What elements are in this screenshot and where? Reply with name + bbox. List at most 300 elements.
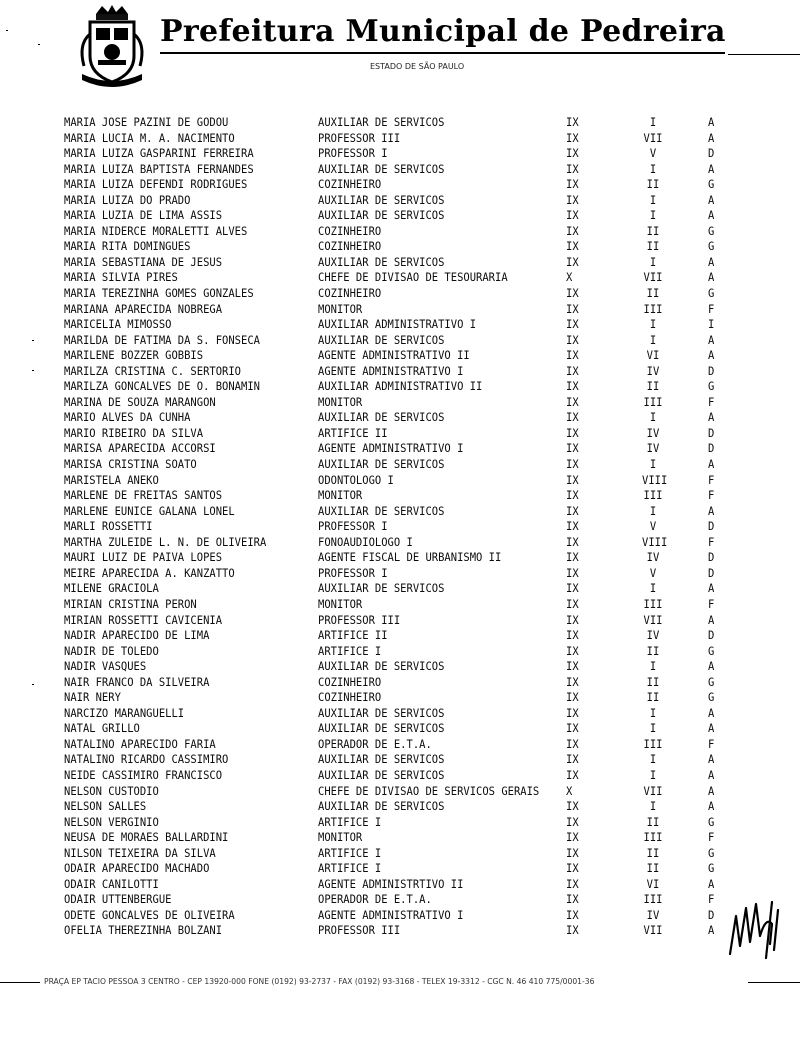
employee-name: NADIR VASQUES <box>64 660 147 674</box>
job-title: ARTIFICE I <box>318 847 382 861</box>
employee-name: MARILZA CRISTINA C. SERTORIO <box>64 365 242 379</box>
reference-letter: A <box>708 132 715 145</box>
salary-grade: VIII <box>642 536 668 550</box>
employee-name: MILENE GRACIOLA <box>64 582 159 596</box>
employee-name: NATAL GRILLO <box>64 722 140 736</box>
salary-level: IX <box>566 458 579 472</box>
reference-letter: A <box>708 613 715 627</box>
salary-level: IX <box>566 442 579 456</box>
salary-level: IX <box>566 365 579 379</box>
employee-name: MAURI LUIZ DE PAIVA LOPES <box>64 551 223 565</box>
reference-letter: F <box>708 474 715 487</box>
salary-grade: VII <box>643 132 663 145</box>
footer-divider-right <box>748 982 800 983</box>
list-item <box>0 317 800 334</box>
list-item <box>0 489 800 506</box>
salary-grade: II <box>646 847 660 861</box>
reference-letter: A <box>708 458 715 472</box>
reference-letter: A <box>708 505 715 519</box>
reference-letter: D <box>708 147 715 161</box>
salary-grade: VI <box>646 349 660 363</box>
list-item <box>0 473 800 490</box>
salary-grade: I <box>649 458 657 472</box>
salary-level: IX <box>566 909 579 923</box>
employee-name: MARIA LUZIA DE LIMA ASSIS <box>64 209 223 223</box>
job-title: AUXILIAR DE SERVICOS <box>318 769 445 783</box>
salary-level: IX <box>566 676 579 690</box>
list-item <box>0 240 800 257</box>
salary-grade: I <box>649 505 657 519</box>
list-item <box>0 799 800 816</box>
salary-level: IX <box>566 349 579 363</box>
employee-name: MARIA JOSE PAZINI DE GODOU <box>64 116 229 130</box>
list-item <box>0 644 800 661</box>
job-title: PROFESSOR I <box>318 520 388 534</box>
employee-name: MARIANA APARECIDA NOBREGA <box>64 303 223 316</box>
employee-name: MARIA RITA DOMINGUES <box>64 240 191 254</box>
reference-letter: A <box>708 878 715 892</box>
salary-grade: I <box>649 209 657 223</box>
employee-name: ODAIR CANILOTTI <box>64 878 159 892</box>
job-title: ARTIFICE II <box>318 629 388 643</box>
reference-letter: A <box>708 800 715 814</box>
list-item <box>0 784 800 801</box>
salary-level: IX <box>566 411 579 425</box>
list-item <box>0 504 800 521</box>
salary-level: IX <box>566 816 579 830</box>
reference-letter: A <box>708 707 715 721</box>
salary-level: X <box>566 784 573 798</box>
employee-name: ODETE GONCALVES DE OLIVEIRA <box>64 909 235 923</box>
list-item <box>0 193 800 210</box>
salary-level: IX <box>566 396 579 410</box>
reference-letter: A <box>708 660 715 674</box>
salary-level: IX <box>566 847 579 861</box>
employee-name: MARLENE EUNICE GALANA LONEL <box>64 505 235 519</box>
coat-of-arms-icon <box>76 4 148 92</box>
list-item <box>0 675 800 692</box>
job-title: AUXILIAR DE SERVICOS <box>318 256 445 270</box>
list-item <box>0 349 800 366</box>
reference-letter: A <box>708 924 715 938</box>
salary-grade: IV <box>646 442 660 456</box>
salary-level: IX <box>566 287 579 301</box>
salary-level: IX <box>566 691 579 705</box>
reference-letter: G <box>708 816 715 830</box>
footer-divider-left <box>0 982 40 983</box>
employee-name: MARISA APARECIDA ACCORSI <box>64 442 216 456</box>
reference-letter: G <box>708 178 715 192</box>
salary-level: IX <box>566 582 579 596</box>
salary-level: IX <box>566 924 579 938</box>
job-title: AUXILIAR DE SERVICOS <box>318 753 445 767</box>
job-title: AGENTE ADMINISTRATIVO I <box>318 909 464 923</box>
page-subtitle: ESTADO DE SÃO PAULO <box>370 62 465 71</box>
job-title: AUXILIAR ADMINISTRATIVO I <box>318 318 477 332</box>
list-item <box>0 146 800 163</box>
salary-grade: II <box>646 287 660 301</box>
footer-address: PRAÇA EP TACIO PESSOA 3 CENTRO - CEP 13920-000 FONE (0192) 93-2737 - FAX (0192) 93-3168 - TELEX 19-3312 - CGC N. 46 410 775/0001-36 <box>44 977 595 986</box>
salary-level: IX <box>566 132 579 145</box>
salary-grade: I <box>649 707 657 721</box>
salary-grade: IV <box>646 629 660 643</box>
list-item <box>0 380 800 397</box>
salary-grade: I <box>649 334 657 348</box>
job-title: AUXILIAR DE SERVICOS <box>318 707 445 721</box>
employee-name: MARILDA DE FATIMA DA S. FONSECA <box>64 334 260 348</box>
salary-grade: III <box>643 396 663 410</box>
employee-name: MARIO RIBEIRO DA SILVA <box>64 427 204 441</box>
employee-name: NATALINO RICARDO CASSIMIRO <box>64 753 229 767</box>
employee-name: MARIA LUIZA DO PRADO <box>64 194 191 208</box>
job-title: ARTIFICE I <box>318 645 382 659</box>
salary-level: IX <box>566 551 579 565</box>
salary-grade: V <box>649 567 657 581</box>
employee-name: MARIA TEREZINHA GOMES GONZALES <box>64 287 254 301</box>
salary-grade: I <box>649 582 657 596</box>
reference-letter: F <box>708 536 715 550</box>
list-item <box>0 131 800 148</box>
salary-grade: I <box>649 722 657 736</box>
job-title: FONOAUDIOLOGO I <box>318 536 413 550</box>
reference-letter: F <box>708 738 715 752</box>
reference-letter: G <box>708 847 715 861</box>
reference-letter: G <box>708 862 715 876</box>
employee-name: MARINA DE SOUZA MARANGON <box>64 396 216 410</box>
salary-level: IX <box>566 800 579 814</box>
job-title: ARTIFICE II <box>318 427 388 441</box>
job-title: PROFESSOR III <box>318 613 401 627</box>
salary-level: IX <box>566 629 579 643</box>
salary-level: IX <box>566 240 579 254</box>
salary-grade: II <box>646 240 660 254</box>
job-title: AGENTE ADMINISTRATIVO I <box>318 365 464 379</box>
job-title: PROFESSOR III <box>318 924 401 938</box>
job-title: AGENTE FISCAL DE URBANISMO II <box>318 551 502 565</box>
job-title: COZINHEIRO <box>318 225 382 239</box>
list-item <box>0 115 800 132</box>
list-item <box>0 442 800 459</box>
salary-grade: IV <box>646 365 660 379</box>
job-title: COZINHEIRO <box>318 240 382 254</box>
reference-letter: D <box>708 629 715 643</box>
salary-level: IX <box>566 505 579 519</box>
salary-grade: I <box>649 194 657 208</box>
job-title: AUXILIAR DE SERVICOS <box>318 334 445 348</box>
salary-grade: II <box>646 676 660 690</box>
salary-level: IX <box>566 380 579 394</box>
reference-letter: A <box>708 271 715 285</box>
job-title: AUXILIAR ADMINISTRATIVO II <box>318 380 483 394</box>
employee-name: MARTHA ZULEIDE L. N. DE OLIVEIRA <box>64 536 267 550</box>
list-item <box>0 924 800 941</box>
job-title: ARTIFICE I <box>318 816 382 830</box>
job-title: AUXILIAR DE SERVICOS <box>318 800 445 814</box>
salary-level: IX <box>566 474 579 487</box>
reference-letter: A <box>708 769 715 783</box>
employee-name: NELSON CUSTODIO <box>64 784 159 798</box>
list-item <box>0 722 800 739</box>
header-divider-right <box>728 54 800 55</box>
salary-grade: I <box>649 660 657 674</box>
list-item <box>0 209 800 226</box>
job-title: MONITOR <box>318 396 363 410</box>
reference-letter: D <box>708 427 715 441</box>
salary-level: IX <box>566 567 579 581</box>
job-title: MONITOR <box>318 489 363 503</box>
salary-grade: VI <box>646 878 660 892</box>
salary-grade: I <box>649 163 657 177</box>
employee-name: NELSON SALLES <box>64 800 147 814</box>
salary-level: IX <box>566 194 579 208</box>
employee-name: MARIA LUIZA BAPTISTA FERNANDES <box>64 163 254 177</box>
salary-level: IX <box>566 598 579 612</box>
list-item <box>0 178 800 195</box>
reference-letter: A <box>708 722 715 736</box>
job-title: OPERADOR DE E.T.A. <box>318 738 432 752</box>
employee-name: MARIA LUIZA GASPARINI FERREIRA <box>64 147 254 161</box>
reference-letter: D <box>708 442 715 456</box>
salary-level: X <box>566 271 573 285</box>
salary-level: IX <box>566 178 579 192</box>
job-title: AUXILIAR DE SERVICOS <box>318 194 445 208</box>
page-title: Prefeitura Municipal de Pedreira <box>160 14 726 49</box>
reference-letter: D <box>708 551 715 565</box>
employee-name: MARIO ALVES DA CUNHA <box>64 411 191 425</box>
list-item <box>0 271 800 288</box>
job-title: AUXILIAR DE SERVICOS <box>318 505 445 519</box>
salary-grade: III <box>643 738 663 752</box>
list-item <box>0 333 800 350</box>
employee-name: MARIA LUCIA M. A. NACIMENTO <box>64 132 235 145</box>
salary-grade: I <box>649 116 657 130</box>
reference-letter: D <box>708 909 715 923</box>
salary-level: IX <box>566 256 579 270</box>
reference-letter: A <box>708 209 715 223</box>
salary-level: IX <box>566 753 579 767</box>
job-title: COZINHEIRO <box>318 178 382 192</box>
salary-grade: VII <box>643 613 663 627</box>
list-item <box>0 893 800 910</box>
reference-letter: G <box>708 676 715 690</box>
salary-grade: V <box>649 520 657 534</box>
reference-letter: F <box>708 598 715 612</box>
salary-level: IX <box>566 303 579 316</box>
salary-grade: I <box>649 318 657 332</box>
employee-name: MARIA SILVIA PIRES <box>64 271 178 285</box>
job-title: AGENTE ADMINISTRATIVO I <box>318 442 464 456</box>
salary-grade: II <box>646 178 660 192</box>
job-title: AUXILIAR DE SERVICOS <box>318 163 445 177</box>
list-item <box>0 613 800 630</box>
list-item <box>0 457 800 474</box>
salary-level: IX <box>566 147 579 161</box>
salary-grade: VIII <box>642 474 668 487</box>
header-divider <box>160 52 725 54</box>
reference-letter: G <box>708 645 715 659</box>
employee-name: MARILZA GONCALVES DE O. BONAMIN <box>64 380 260 394</box>
list-item <box>0 628 800 645</box>
reference-letter: G <box>708 287 715 301</box>
reference-letter: G <box>708 380 715 394</box>
list-item <box>0 286 800 303</box>
salary-level: IX <box>566 489 579 503</box>
salary-grade: III <box>643 831 663 845</box>
job-title: ODONTOLOGO I <box>318 474 394 487</box>
salary-grade: II <box>646 816 660 830</box>
employee-name: NARCIZO MARANGUELLI <box>64 707 185 721</box>
list-item <box>0 815 800 832</box>
employee-name: MARILENE BOZZER GOBBIS <box>64 349 204 363</box>
employee-name: NEIDE CASSIMIRO FRANCISCO <box>64 769 223 783</box>
employee-name: MARISA CRISTINA SOATO <box>64 458 197 472</box>
list-item <box>0 862 800 879</box>
salary-grade: III <box>643 893 663 907</box>
salary-level: IX <box>566 520 579 534</box>
job-title: AUXILIAR DE SERVICOS <box>318 209 445 223</box>
salary-grade: II <box>646 380 660 394</box>
employee-name: NADIR APARECIDO DE LIMA <box>64 629 210 643</box>
job-title: CHEFE DE DIVISAO DE SERVICOS GERAIS <box>318 784 540 798</box>
list-item <box>0 551 800 568</box>
employee-name: NAIR FRANCO DA SILVEIRA <box>64 676 210 690</box>
reference-letter: G <box>708 240 715 254</box>
list-item <box>0 597 800 614</box>
employee-name: MARIA NIDERCE MORALETTI ALVES <box>64 225 248 239</box>
reference-letter: A <box>708 194 715 208</box>
reference-letter: F <box>708 396 715 410</box>
salary-level: IX <box>566 893 579 907</box>
salary-grade: IV <box>646 551 660 565</box>
job-title: ARTIFICE I <box>318 862 382 876</box>
employee-list <box>0 116 800 940</box>
reference-letter: A <box>708 334 715 348</box>
list-item <box>0 411 800 428</box>
salary-level: IX <box>566 536 579 550</box>
salary-level: IX <box>566 660 579 674</box>
employee-name: MARLI ROSSETTI <box>64 520 153 534</box>
job-title: AUXILIAR DE SERVICOS <box>318 411 445 425</box>
employee-name: ODAIR APARECIDO MACHADO <box>64 862 210 876</box>
employee-name: OFELIA THEREZINHA BOLZANI <box>64 924 223 938</box>
employee-name: MARISTELA ANEKO <box>64 474 159 487</box>
salary-level: IX <box>566 427 579 441</box>
job-title: AUXILIAR DE SERVICOS <box>318 458 445 472</box>
reference-letter: A <box>708 116 715 130</box>
reference-letter: A <box>708 753 715 767</box>
reference-letter: G <box>708 691 715 705</box>
reference-letter: F <box>708 831 715 845</box>
reference-letter: F <box>708 303 715 316</box>
salary-level: IX <box>566 613 579 627</box>
employee-name: NEUSA DE MORAES BALLARDINI <box>64 831 229 845</box>
scan-speck <box>38 44 40 45</box>
reference-letter: A <box>708 349 715 363</box>
employee-name: MEIRE APARECIDA A. KANZATTO <box>64 567 235 581</box>
salary-level: IX <box>566 878 579 892</box>
employee-name: NADIR DE TOLEDO <box>64 645 159 659</box>
employee-name: NATALINO APARECIDO FARIA <box>64 738 216 752</box>
salary-grade: I <box>649 800 657 814</box>
employee-name: MARIA SEBASTIANA DE JESUS <box>64 256 223 270</box>
job-title: MONITOR <box>318 831 363 845</box>
salary-grade: VII <box>643 784 663 798</box>
salary-level: IX <box>566 645 579 659</box>
employee-name: ODAIR UTTENBERGUE <box>64 893 172 907</box>
list-item <box>0 582 800 599</box>
list-item <box>0 660 800 677</box>
job-title: PROFESSOR III <box>318 132 401 145</box>
salary-grade: III <box>643 303 663 316</box>
job-title: PROFESSOR I <box>318 147 388 161</box>
salary-grade: II <box>646 691 660 705</box>
job-title: COZINHEIRO <box>318 287 382 301</box>
salary-level: IX <box>566 738 579 752</box>
salary-grade: V <box>649 147 657 161</box>
salary-level: IX <box>566 334 579 348</box>
job-title: COZINHEIRO <box>318 691 382 705</box>
job-title: CHEFE DE DIVISAO DE TESOURARIA <box>318 271 508 285</box>
job-title: OPERADOR DE E.T.A. <box>318 893 432 907</box>
reference-letter: A <box>708 582 715 596</box>
employee-name: NILSON TEIXEIRA DA SILVA <box>64 847 216 861</box>
reference-letter: G <box>708 225 715 239</box>
salary-level: IX <box>566 831 579 845</box>
job-title: AUXILIAR DE SERVICOS <box>318 660 445 674</box>
reference-letter: F <box>708 893 715 907</box>
salary-level: IX <box>566 769 579 783</box>
list-item <box>0 846 800 863</box>
salary-grade: II <box>646 645 660 659</box>
job-title: AGENTE ADMINISTRATIVO II <box>318 349 470 363</box>
salary-grade: II <box>646 862 660 876</box>
reference-letter: A <box>708 784 715 798</box>
reference-letter: F <box>708 489 715 503</box>
job-title: MONITOR <box>318 303 363 316</box>
salary-level: IX <box>566 163 579 177</box>
salary-grade: III <box>643 598 663 612</box>
salary-grade: I <box>649 256 657 270</box>
salary-grade: II <box>646 225 660 239</box>
employee-name: MARICELIA MIMOSSO <box>64 318 172 332</box>
salary-level: IX <box>566 318 579 332</box>
employee-name: NAIR NERY <box>64 691 121 705</box>
reference-letter: A <box>708 256 715 270</box>
salary-level: IX <box>566 722 579 736</box>
reference-letter: I <box>708 318 715 332</box>
job-title: PROFESSOR I <box>318 567 388 581</box>
salary-grade: VII <box>643 271 663 285</box>
job-title: AUXILIAR DE SERVICOS <box>318 722 445 736</box>
list-item <box>0 753 800 770</box>
list-item <box>0 520 800 537</box>
salary-grade: IV <box>646 909 660 923</box>
job-title: AGENTE ADMINISTRTIVO II <box>318 878 464 892</box>
salary-grade: III <box>643 489 663 503</box>
reference-letter: D <box>708 365 715 379</box>
scan-speck <box>6 30 8 31</box>
job-title: COZINHEIRO <box>318 676 382 690</box>
employee-name: MIRIAN CRISTINA PERON <box>64 598 197 612</box>
employee-name: MIRIAN ROSSETTI CAVICENIA <box>64 613 223 627</box>
salary-grade: IV <box>646 427 660 441</box>
salary-level: IX <box>566 862 579 876</box>
job-title: AUXILIAR DE SERVICOS <box>318 582 445 596</box>
salary-level: IX <box>566 116 579 130</box>
list-item <box>0 831 800 848</box>
job-title: AUXILIAR DE SERVICOS <box>318 116 445 130</box>
reference-letter: A <box>708 163 715 177</box>
